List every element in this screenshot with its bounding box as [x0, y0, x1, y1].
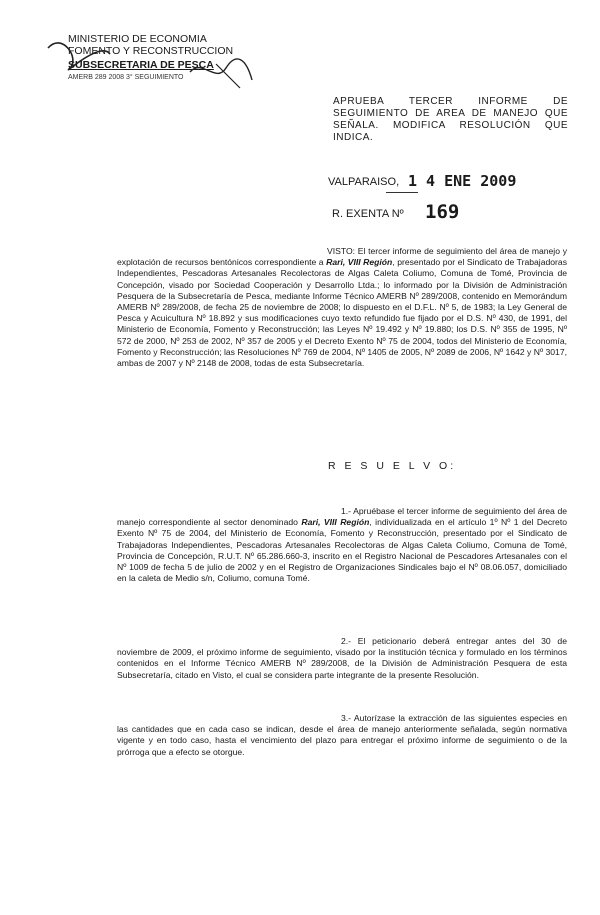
visto-label: VISTO:	[327, 246, 356, 256]
dash-mark	[386, 192, 418, 193]
subject-text: APRUEBA TERCER INFORME DE SEGUIMIENTO DE AREA DE MANEJO QUE SEÑALA. MODIFICA RESOLUCIÓN QUE INDICA.	[333, 96, 568, 143]
exenta-number: 169	[425, 201, 460, 223]
reference-code: AMERB 289 2008 3° SEGUIMIENTO	[68, 74, 184, 81]
item-3-text: Autorízase la extracción de las siguientes especies en las cantidades que en cada caso se indican, desde el área de manejo anteriormente señalada, según normativa vigente y en todo caso, hasta el vencimiento del plazo para entregar el próximo informe de seguimiento o de la prórroga que a efecto se otorgue.	[117, 713, 567, 757]
date-stamp: 1 4 ENE 2009	[408, 172, 517, 190]
item-3-number: 3.-	[341, 713, 352, 723]
visto-text-start: El tercer informe de seguimiento del área de manejo y explotación de recursos bentónicos correspondiente a	[117, 246, 568, 268]
exenta-label: R. EXENTA Nº	[332, 208, 404, 220]
visto-bold: Rari, VIII Región	[326, 257, 393, 268]
city-label: VALPARAISO,	[328, 176, 400, 188]
item-2-number: 2.-	[341, 636, 352, 646]
visto-paragraph	[117, 246, 567, 369]
ministry-line: MINISTERIO DE ECONOMIA	[68, 33, 207, 45]
item-1-text-start: Apruébase el tercer informe de seguimiento del área de manejo correspondiente al sector denominado	[117, 506, 567, 528]
visto-text-rest: , presentado por el Sindicato de Trabajadoras Independientes, Pescadoras Artesanales Recolectoras de Algas Caleta Coliumo, Comuna de Tomé, Provincia de Concepción, visado por Sociedad Cooperación y Desarrollo Ltda.; lo informado por la División de Administración Pesquera de la Subsecretaría de Pesca, mediante Informe Técnico AMERB Nº 289/2008, contenido en Memorándum AMERB Nº 289/2008, de fecha 25 de noviembre de 2008; lo dispuesto en el D.F.L. Nº 5, de 1983; la Ley General de Pesca y Acuicultura Nº 18.892 y sus modificaciones cuyo texto refundido fue fijado por el D.S. Nº 430, de 1991, del Ministerio de Economía, Fomento y Reconstrucción; las Leyes Nº 19.492 y Nº 19.880; los D.S. Nº 355 de 1995, Nº 572 de 2000, Nº 253 de 2002, Nº 357 de 2005 y el Decreto Exento Nº 75 de 2004, todos del Ministerio de Economía, Fomento y Reconstrucción; las Resoluciones Nº 769 de 2004, Nº 1405 de 2005, Nº 2089 de 2006, Nº 1642 y Nº 3017, ambas de 2007 y Nº 2148 de 2008, todas de esta Subsecretaría.	[117, 257, 567, 369]
item-1-number: 1.-	[341, 506, 352, 516]
subsecretaria-line: SUBSECRETARIA DE PESCA	[68, 59, 214, 71]
item-3-paragraph	[117, 713, 567, 758]
signature-scribble	[40, 28, 260, 90]
resuelvo-heading: R E S U E L V O:	[328, 460, 457, 472]
item-1-text-rest: , individualizada en el artículo 1º Nº 1 del Decreto Exento Nº 75 de 2004, del Ministerio de Economía, Fomento y Reconstrucción, presentado por el Sindicato de Trabajadoras Independientes, Pescadoras Artesanales Recolectoras de Algas Caleta Coliumo, Comuna de Tomé, Provincia de Concepción, R.U.T. Nº 65.286.660-3, inscrito en el Registro Nacional de Pescadores Artesanales con el Nº 1009 de fecha 5 de julio de 2002 y en el Registro de Organizaciones Sindicales bajo el Nº 08.06.057, domiciliado en la caleta de Medio s/n, Coliumo, comuna Tomé.	[117, 517, 567, 584]
ministry-line-2: FOMENTO Y RECONSTRUCCION	[68, 45, 234, 57]
item-2-text: El peticionario deberá entregar antes del 30 de noviembre de 2009, el próximo informe de seguimiento, visado por la institución técnica y formulado en los términos contenidos en el Informe Técnico AMERB Nº 289/2008, de la División de Administración Pesquera de esta Subsecretaría, citado en Visto, el cual se considera parte integrante de la presente Resolución.	[117, 636, 567, 680]
item-2-paragraph	[117, 636, 567, 681]
item-1-bold: Rari, VIII Región	[301, 517, 370, 528]
item-1-paragraph	[117, 506, 567, 584]
